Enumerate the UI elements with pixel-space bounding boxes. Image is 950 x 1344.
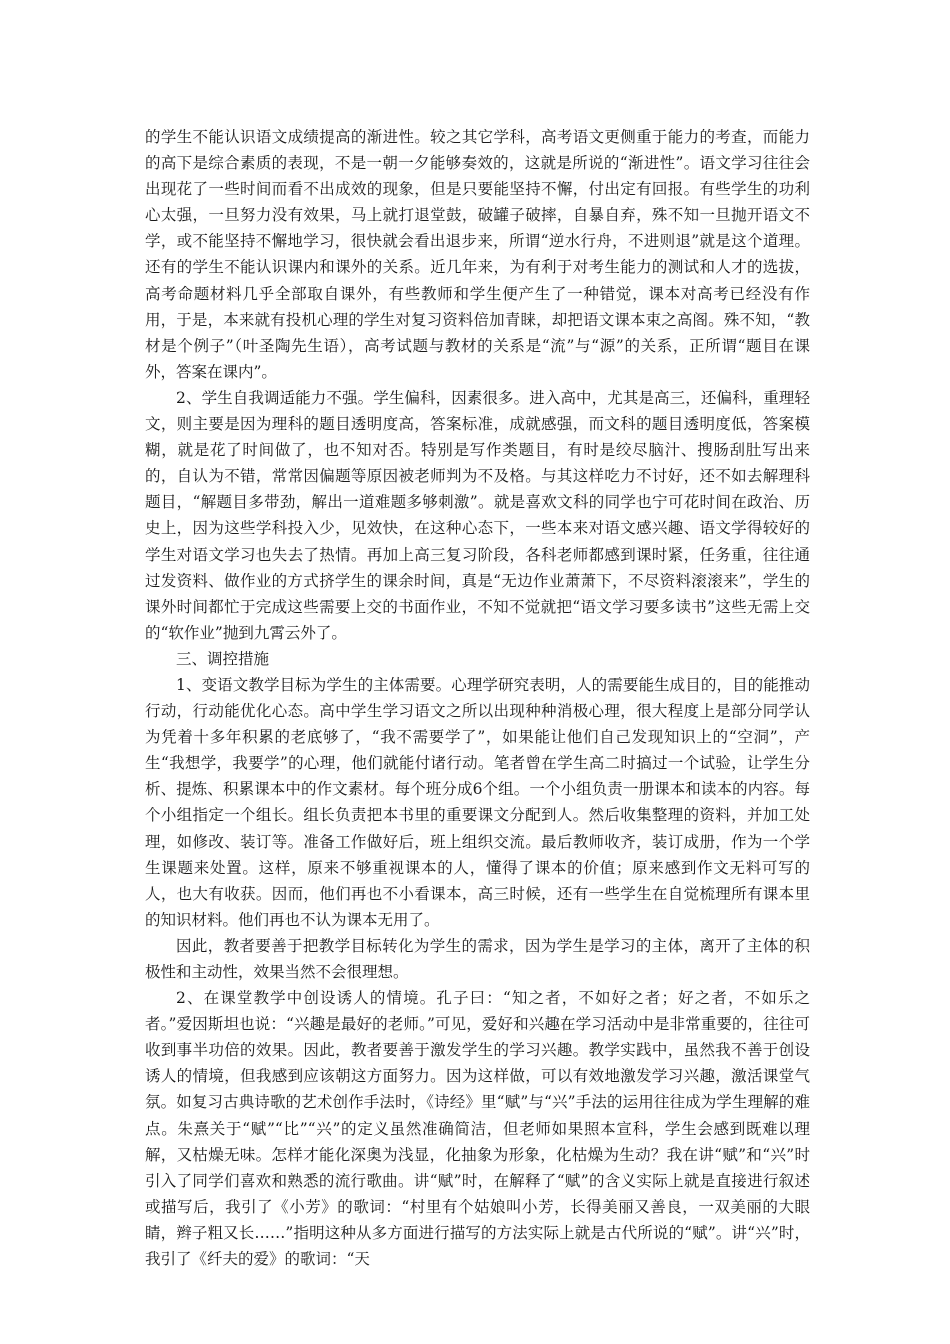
paragraph-measure-1: 1、变语文教学目标为学生的主体需要。心理学研究表明，人的需要能生成目的，目的能推动行动，行动能优化心态。高中学生学习语文之所以出现种种消极心理，很大程度上是部分同学认为凭着十多年积累的老底够了，“我不需要学了”，如果能让他们自己发现知识上的“空洞”，产生“我想学，我要学”的心理，他们就能付诸行动。笔者曾在学生高二时搞过一个试验，让学生分析、提炼、积累课本中的作文素材。每个班分成6个组。一个小组负责一册课本和读本的内容。每个小组指定一个组长。组长负责把本书里的重要课文分配到人。然后收集整理的资料，并加工处理，如修改、装订等。准备工作做好后，班上组织交流。最后教师收齐，装订成册，作为一个学生课题来处置。这样，原来不够重视课本的人，懂得了课本的价值；原来感到作文无料可写的人，也大有收获。因而，他们再也不小看课本，高三时候，还有一些学生在自觉梳理所有课本里的知识材料。他们再也不认为课本无用了。 xyxy=(145,675,810,929)
paragraph-point-2: 2、学生自我调适能力不强。学生偏科，因素很多。进入高中，尤其是高三，还偏科，重理轻文，则主要是因为理科的题目透明度高，答案标准，成就感强，而文科的题目透明度低，答案模糊，就是花了时间做了，也不知对否。特别是写作类题目，有时是绞尽脑汁、搜肠刮肚写出来的，自认为不错，常常因偏题等原因被老师判为不及格。与其这样吃力不讨好，还不如去解理科题目，“解题目多带劲，解出一道难题多够刺激”。就是喜欢文科的同学也宁可花时间在政治、历史上，因为这些学科投入少，见效快，在这种心态下，一些本来对语文感兴趣、语文学得较好的学生对语文学习也失去了热情。再加上高三复习阶段，各科老师都感到课时紧，任务重，往往通过发资料、做作业的方式挤学生的课余时间，真是“无边作业萧萧下，不尽资料滚滚来”，学生的课外时间都忙于完成这些需要上交的书面作业，不知不觉就把“语文学习要多读书”这些无需上交的“软作业”抛到九霄云外了。 xyxy=(145,388,810,642)
section-heading-measures: 三、调控措施 xyxy=(176,649,270,668)
document-page xyxy=(145,124,810,1272)
paragraph-measure-2: 2、在课堂教学中创设诱人的情境。孔子曰：“知之者，不如好之者；好之者，不如乐之者。”爱因斯坦也说：“兴趣是最好的老师。”可见，爱好和兴趣在学习活动中是非常重要的，往往可收到事半功倍的效果。因此，教者要善于激发学生的学习兴趣。教学实践中，虽然我不善于创设诱人的情境，但我感到应该朝这方面努力。因为这样做，可以有效地激发学习兴趣，激活课堂气氛。如复习古典诗歌的艺术创作手法时，《诗经》里“赋”与“兴”手法的运用往往成为学生理解的难点。朱熹关于“赋”“比”“兴”的定义虽然准确简洁，但老师如果照本宣科，学生会感到既难以理解，又枯燥无味。怎样才能化深奥为浅显，化抽象为形象，化枯燥为生动？我在讲“赋”和“兴”时引入了同学们喜欢和熟悉的流行歌曲。讲“赋”时，在解释了“赋”的含义实际上就是直接进行叙述或描写后，我引了《小芳》的歌词：“村里有个姑娘叫小芳，长得美丽又善良，一双美丽的大眼睛，辫子粗又长……”指明这种从多方面进行描写的方法实际上就是古代所说的“赋”。讲“兴”时，我引了《纤夫的爱》的歌词：“天 xyxy=(145,989,810,1269)
paragraph-continuation: 的学生不能认识语文成绩提高的渐进性。较之其它学科，高考语文更侧重于能力的考查，而能力的高下是综合素质的表现，不是一朝一夕能够奏效的，这就是所说的“渐进性”。语文学习往往会出现花了一些时间而看不出成效的现象，但是只要能坚持不懈，付出定有回报。有些学生的功利心太强，一旦努力没有效果，马上就打退堂鼓，破罐子破摔，自暴自弃，殊不知一旦抛开语文不学，或不能坚持不懈地学习，很快就会看出退步来，所谓“逆水行舟，不进则退”就是这个道理。还有的学生不能认识课内和课外的关系。近几年来，为有利于对考生能力的测试和人才的选拔，高考命题材料几乎全部取自课外，有些教师和学生便产生了一种错觉，课本对高考已经没有作用，于是，本来就有投机心理的学生对复习资料倍加青睐，却把语文课本束之高阁。殊不知，“教材是个例子”（叶圣陶先生语），高考试题与教材的关系是“流”与“源”的关系，正所谓“题目在课外，答案在课内”。 xyxy=(145,128,810,381)
paragraph-conclusion: 因此，教者要善于把教学目标转化为学生的需求，因为学生是学习的主体，离开了主体的积极性和主动性，效果当然不会很理想。 xyxy=(145,936,810,981)
